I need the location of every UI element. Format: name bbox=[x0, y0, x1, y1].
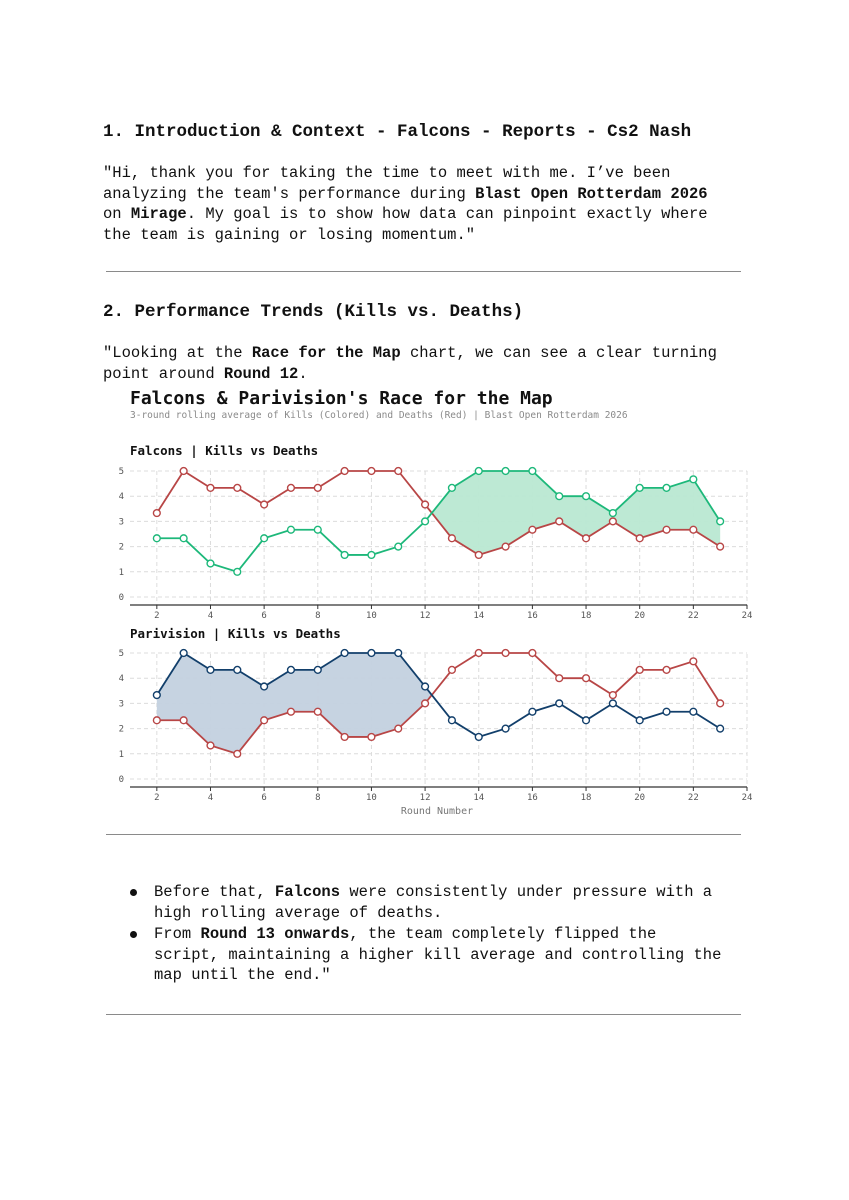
data-point bbox=[261, 501, 268, 508]
data-point bbox=[153, 510, 160, 517]
x-tick-label: 22 bbox=[687, 611, 699, 621]
x-tick-label: 4 bbox=[207, 793, 214, 803]
data-point bbox=[314, 708, 321, 715]
data-point bbox=[475, 552, 482, 559]
y-tick-label: 2 bbox=[118, 542, 124, 553]
section-1-heading: 1. Introduction & Context - Falcons - Reports - Cs2 Nash bbox=[103, 122, 692, 142]
y-tick-label: 0 bbox=[118, 775, 124, 785]
x-axis-label: Round Number bbox=[400, 806, 474, 817]
data-point bbox=[717, 543, 724, 550]
data-point bbox=[583, 535, 590, 542]
data-point bbox=[234, 750, 241, 757]
data-point bbox=[341, 552, 348, 559]
text-line bbox=[103, 364, 753, 385]
x-tick-label: 16 bbox=[526, 611, 538, 621]
text-segment: . bbox=[298, 364, 308, 383]
data-point bbox=[529, 526, 536, 533]
divider bbox=[106, 271, 741, 272]
bullet-item bbox=[103, 882, 753, 923]
data-point bbox=[529, 708, 536, 715]
data-point bbox=[153, 692, 160, 699]
emphasis-text: Round 12 bbox=[223, 364, 299, 383]
panel-title: Parivision | Kills vs Deaths bbox=[130, 626, 341, 641]
data-point bbox=[663, 708, 670, 715]
data-point bbox=[207, 742, 214, 749]
panel-title: Falcons | Kills vs Deaths bbox=[130, 443, 319, 458]
data-point bbox=[288, 708, 295, 715]
data-point bbox=[261, 535, 268, 542]
text-line bbox=[154, 924, 753, 945]
x-tick-label: 2 bbox=[154, 793, 160, 803]
y-tick-label: 2 bbox=[118, 724, 124, 735]
data-point bbox=[207, 666, 214, 673]
data-point bbox=[636, 666, 643, 673]
text-segment: "Looking at the bbox=[103, 344, 252, 362]
data-point bbox=[207, 484, 214, 491]
text-segment: high rolling average of deaths. bbox=[154, 903, 443, 922]
text-segment: the team is gaining or losing momentum." bbox=[103, 225, 476, 244]
data-point bbox=[288, 526, 295, 533]
data-point bbox=[583, 717, 590, 724]
data-point bbox=[636, 484, 643, 491]
data-point bbox=[502, 468, 509, 475]
text-segment: point around bbox=[103, 364, 224, 383]
x-tick-label: 22 bbox=[687, 793, 699, 803]
x-tick-label: 20 bbox=[634, 611, 646, 621]
emphasis-text: Race for the Map bbox=[251, 344, 401, 362]
emphasis-text: Round 13 onwards bbox=[200, 925, 350, 943]
intro-paragraph bbox=[103, 163, 753, 245]
data-point bbox=[368, 468, 375, 475]
data-point bbox=[475, 734, 482, 741]
divider bbox=[106, 834, 741, 835]
data-point bbox=[663, 666, 670, 673]
text-segment: were consistently under pressure with a bbox=[340, 883, 713, 901]
data-point bbox=[341, 734, 348, 741]
x-tick-label: 16 bbox=[526, 793, 538, 803]
y-tick-label: 5 bbox=[118, 467, 124, 477]
falcons-panel bbox=[119, 443, 753, 621]
text-segment: analyzing the team's performance during bbox=[103, 184, 476, 203]
x-tick-label: 18 bbox=[580, 611, 592, 621]
data-point bbox=[449, 535, 456, 542]
text-segment: map until the end." bbox=[154, 966, 331, 984]
data-point bbox=[395, 725, 402, 732]
data-point bbox=[207, 560, 214, 567]
data-point bbox=[314, 666, 321, 673]
data-point bbox=[609, 510, 616, 517]
text-segment: , the team completely flipped the bbox=[349, 925, 657, 943]
data-point bbox=[261, 717, 268, 724]
chart-title: Falcons & Parivision's Race for the Map bbox=[130, 388, 553, 409]
data-point bbox=[717, 725, 724, 732]
data-point bbox=[234, 568, 241, 575]
data-point bbox=[690, 658, 697, 665]
x-tick-label: 8 bbox=[315, 611, 321, 621]
text-line bbox=[103, 184, 753, 205]
data-point bbox=[261, 683, 268, 690]
race-for-the-map-chart bbox=[110, 383, 755, 823]
data-point bbox=[690, 708, 697, 715]
bullet-dot bbox=[130, 889, 137, 896]
data-point bbox=[556, 675, 563, 682]
x-tick-label: 24 bbox=[741, 611, 753, 621]
data-point bbox=[422, 518, 429, 525]
data-point bbox=[609, 518, 616, 525]
data-point bbox=[583, 675, 590, 682]
x-tick-label: 6 bbox=[261, 611, 267, 621]
data-point bbox=[556, 493, 563, 500]
text-segment: chart, we can see a clear turning bbox=[400, 344, 717, 362]
data-point bbox=[717, 518, 724, 525]
section-2-heading: 2. Performance Trends (Kills vs. Deaths) bbox=[103, 302, 524, 322]
y-tick-label: 4 bbox=[118, 674, 124, 685]
parivision-panel bbox=[119, 626, 753, 803]
x-tick-label: 12 bbox=[419, 611, 431, 621]
emphasis-text: Mirage bbox=[130, 205, 187, 223]
data-point bbox=[234, 666, 241, 673]
y-tick-label: 0 bbox=[118, 593, 124, 603]
x-tick-label: 6 bbox=[261, 793, 267, 803]
data-point bbox=[663, 526, 670, 533]
data-point bbox=[529, 468, 536, 475]
data-point bbox=[583, 493, 590, 500]
data-point bbox=[475, 468, 482, 475]
text-line bbox=[103, 204, 753, 225]
divider bbox=[106, 1014, 741, 1015]
data-point bbox=[180, 535, 187, 542]
data-point bbox=[449, 666, 456, 673]
data-point bbox=[636, 535, 643, 542]
data-point bbox=[180, 717, 187, 724]
data-point bbox=[556, 700, 563, 707]
y-tick-label: 4 bbox=[118, 492, 124, 503]
data-point bbox=[368, 734, 375, 741]
data-point bbox=[234, 484, 241, 491]
trends-paragraph bbox=[103, 343, 753, 384]
y-tick-label: 5 bbox=[118, 649, 124, 659]
x-tick-label: 4 bbox=[207, 611, 214, 621]
x-tick-label: 20 bbox=[634, 793, 646, 803]
bullet-item bbox=[103, 924, 753, 986]
data-point bbox=[422, 700, 429, 707]
data-point bbox=[395, 543, 402, 550]
data-point bbox=[368, 650, 375, 657]
data-point bbox=[475, 650, 482, 657]
data-point bbox=[422, 683, 429, 690]
data-point bbox=[556, 518, 563, 525]
text-line bbox=[103, 163, 753, 184]
y-tick-label: 3 bbox=[118, 517, 124, 528]
emphasis-text: Falcons bbox=[274, 883, 341, 901]
y-tick-label: 3 bbox=[118, 699, 124, 710]
y-tick-label: 1 bbox=[118, 749, 124, 760]
text-segment: on bbox=[103, 205, 131, 223]
emphasis-text: Blast Open Rotterdam 2026 bbox=[475, 184, 708, 203]
text-segment: . My goal is to show how data can pinpoint exactly where bbox=[186, 205, 708, 223]
data-point bbox=[529, 650, 536, 657]
data-point bbox=[288, 484, 295, 491]
x-tick-label: 14 bbox=[473, 793, 485, 803]
data-point bbox=[422, 501, 429, 508]
data-point bbox=[395, 650, 402, 657]
x-tick-label: 14 bbox=[473, 611, 485, 621]
text-segment: From bbox=[154, 925, 201, 943]
data-point bbox=[502, 650, 509, 657]
text-line bbox=[154, 945, 753, 966]
x-tick-label: 18 bbox=[580, 793, 592, 803]
key-findings-list bbox=[103, 882, 753, 987]
data-point bbox=[314, 526, 321, 533]
data-point bbox=[180, 468, 187, 475]
data-point bbox=[690, 476, 697, 483]
data-point bbox=[449, 484, 456, 491]
text-line bbox=[154, 882, 753, 903]
data-point bbox=[314, 484, 321, 491]
data-point bbox=[180, 650, 187, 657]
data-point bbox=[288, 666, 295, 673]
data-point bbox=[502, 543, 509, 550]
data-point bbox=[502, 725, 509, 732]
x-tick-label: 8 bbox=[315, 793, 321, 803]
data-point bbox=[368, 552, 375, 559]
data-point bbox=[690, 526, 697, 533]
text-line bbox=[154, 965, 753, 986]
text-line bbox=[103, 343, 753, 364]
bullet-dot bbox=[130, 931, 137, 938]
x-tick-label: 10 bbox=[366, 793, 377, 803]
data-point bbox=[636, 717, 643, 724]
data-point bbox=[663, 484, 670, 491]
text-line bbox=[154, 903, 753, 924]
data-point bbox=[341, 468, 348, 475]
text-line bbox=[103, 225, 753, 246]
data-point bbox=[341, 650, 348, 657]
data-point bbox=[609, 692, 616, 699]
y-tick-label: 1 bbox=[118, 567, 124, 578]
data-point bbox=[609, 700, 616, 707]
data-point bbox=[717, 700, 724, 707]
data-point bbox=[449, 717, 456, 724]
x-tick-label: 2 bbox=[154, 611, 160, 621]
x-tick-label: 12 bbox=[419, 793, 431, 803]
text-segment: script, maintaining a higher kill average and controlling the bbox=[154, 945, 722, 964]
text-segment: Before that, bbox=[154, 883, 275, 901]
data-point bbox=[395, 468, 402, 475]
data-point bbox=[153, 535, 160, 542]
x-tick-label: 10 bbox=[366, 611, 377, 621]
data-point bbox=[153, 717, 160, 724]
chart-subtitle: 3-round rolling average of Kills (Colored) and Deaths (Red) | Blast Open Rotterdam 2026 bbox=[130, 410, 628, 421]
text-segment: "Hi, thank you for taking the time to meet with me. I’ve been bbox=[103, 164, 671, 182]
x-tick-label: 24 bbox=[741, 793, 753, 803]
